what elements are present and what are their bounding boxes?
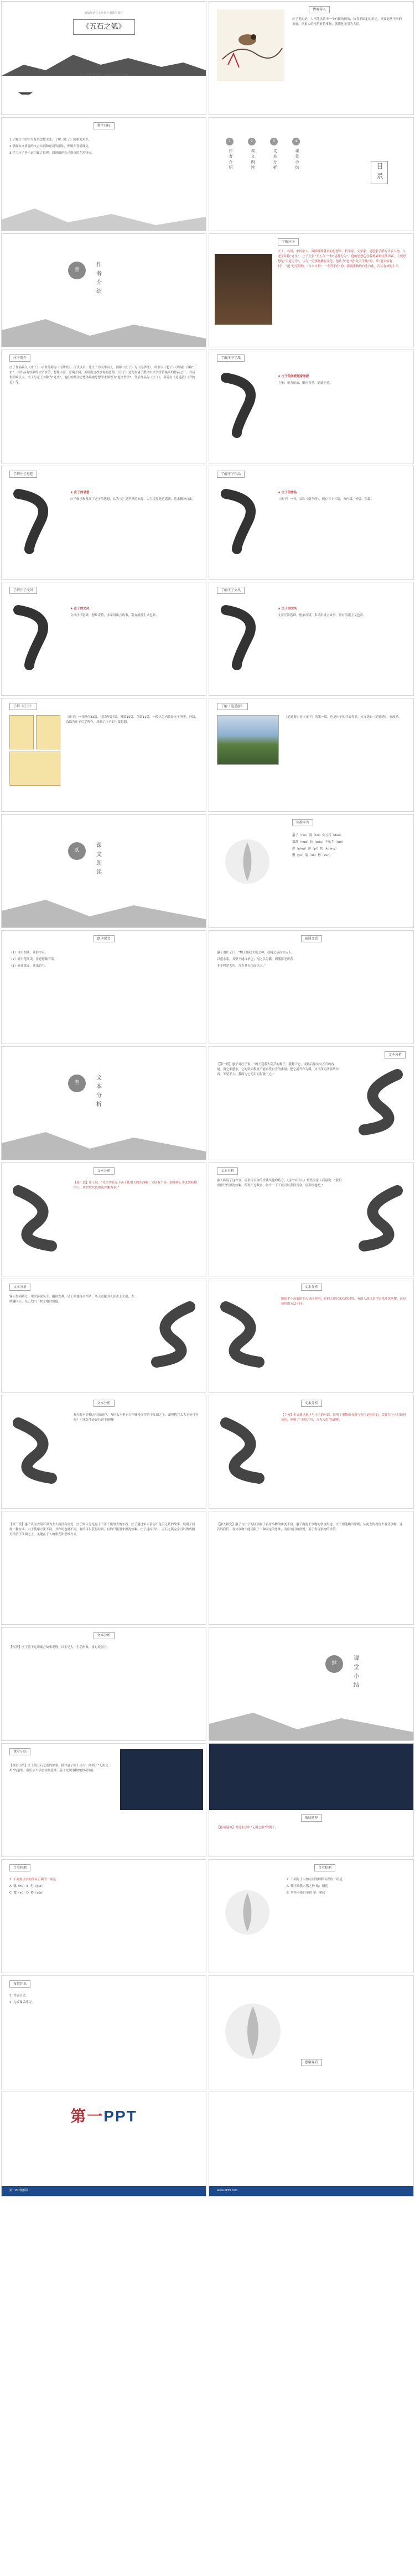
slide-long2[interactable] <box>209 1511 414 1625</box>
s3-item: A. 瓠（hù）B. 龟（guī） <box>9 1885 44 1888</box>
a2-text: 【第二段】庄子说：“先生实在是不善于使用大的东西啊！宋国有个善于制作防止手冻裂药物的人，世世代代以漂洗丝絮为业。” <box>74 1181 197 1190</box>
slide-end[interactable] <box>209 1975 414 2089</box>
ink-brush-icon <box>7 604 63 671</box>
s5-item: 1. 背诵全文。 <box>9 1994 29 1998</box>
book-image <box>36 715 60 749</box>
slide-long1[interactable] <box>1 1511 206 1625</box>
label: 教学目标 <box>93 122 114 129</box>
landscape-image <box>217 715 279 765</box>
ink-swirl-icon <box>215 1301 276 1368</box>
title-heading: 《五石之瓠》 <box>72 19 134 35</box>
boat-icon <box>18 90 33 95</box>
section-num: 叁 <box>68 1075 86 1092</box>
slide-feature[interactable] <box>1 582 206 696</box>
label: 了解《庄子》 <box>9 703 37 710</box>
slide-a3[interactable] <box>209 1162 414 1276</box>
pronounce-item: 惠子（huì）瓠（hú）实五石（dàn） <box>292 834 343 837</box>
label: 了解庄子学派 <box>217 354 245 362</box>
portrait-image <box>215 254 272 325</box>
a3-text: 客人听说了这件事，请求用百金的价钱买他的药方。（这个宋国人）聚集全家人商量说：“我们世世代代漂洗丝絮，所得不过数金，如今一下子就可以卖得百金，请卖给他吧。” <box>217 1179 342 1188</box>
brand-logo-a: 第一 <box>70 2108 104 2125</box>
label: 文本分析 <box>93 1400 114 1407</box>
slide-a7[interactable] <box>209 1395 414 1509</box>
school-point: 主张：无为而治，顺应自然，逍遥无待。 <box>278 382 333 385</box>
s1-text: 【课堂小结】庄子借五石之瓠的故事，批评惠子拙于用大，阐明了“无用之用”的道理。我们应当学会转换思维，善于发现事物的独特价值。 <box>9 1764 108 1773</box>
brand-logo-b: PPT <box>103 2108 137 2125</box>
ink-brush-icon <box>215 372 270 439</box>
label: 疏通文意 <box>300 935 321 942</box>
goal-item: 2.掌握本文重要的文言实词和虚词的用法，理解并背诵课文。 <box>9 145 92 148</box>
slide-s5[interactable] <box>1 1975 206 2089</box>
ink-swirl-icon <box>7 1417 68 1484</box>
moon-night-image <box>209 1744 414 1810</box>
book-image <box>9 715 34 749</box>
label: 读准字音 <box>292 819 313 826</box>
a6-text: 现在你有容积五石的葫芦，为什么不把它当作腰舟而浮游于江湖之上，却担忧它太大无处可容呢？可见先生还是心窍不通啊！ <box>74 1414 199 1422</box>
section-title: 课堂小结 <box>352 1655 359 1691</box>
label: 文本分析 <box>385 1051 406 1058</box>
long2-text: 【深入探究】惠子与庄子的区别在于看待事物的角度不同。惠子拘泥于事物的常规用途，庄子则能跳出常规，从更大的视角去看待事物。这告诉我们：看待事物不能局限于一种固定的思维，而应该打破常规，善于发现事物的价值。 <box>217 1523 403 1532</box>
slide-brand[interactable] <box>1 2092 206 2197</box>
mountain-illustration <box>2 48 206 76</box>
feature-point: 文章汪洋恣肆，想象奇特，多采用寓言故事，富有浪漫主义色彩。 <box>278 614 366 617</box>
goal-item: 1.了解庄子的生平及其思想主张，了解《庄子》的相关知识。 <box>9 138 92 142</box>
toc-num: 2 <box>248 138 256 145</box>
label: 当堂检测 <box>9 1864 30 1871</box>
title-subtitle: 部编版语文七年级下册教学课件 <box>84 12 123 15</box>
a4-text: 客人得到药方，用来游说吴王。越国发难，吴王派他统率军队，冬天跟越国人在水上交战，大败越国人，吴王划出一块土地封赏他。 <box>9 1295 134 1304</box>
thought-point: 庄子继承和发展了老子的思想，认为“道”是世界的本源，人生境界是逍遥游，追求精神自由。 <box>70 498 195 501</box>
label: 了解庄子文风 <box>217 587 245 594</box>
about-text: 庄子说的是，人不能执着于一个有限的视角，执着于固定的用途，只要能从不同的角度，从更大的视角看待事物，就能化无用为大用。 <box>292 18 402 27</box>
label: 文本分析 <box>217 1167 238 1175</box>
feature-point: ★ 庄子的文风 <box>278 607 297 611</box>
author-intro-text: 庄子，名周，宋国蒙人，战国时期著名的思想家、哲学家、文学家。是道家学派的代表人物，与老子并称“老庄”。庄子主张“天人合一”和“清静无为”。他的思想包含着朴素辩证法因素，主要思想是“天道无为”，认为一切事物都在变化，他认为“道”是“先天生地”的，从“道未始有封”，“道”是无限的，“自本自根”，“无所不在”的，强调事物的自生自化，否认有神的主宰。 <box>278 250 406 269</box>
a5-text: 能使手不冻裂的药方是同样的，有的人用它来获得封赏，有的人却只是用它来漂洗丝絮，这是使用的方法不同。 <box>281 1297 406 1306</box>
pronounce-item: 瓠落（huò）掊（pǒu）不龟手（jūn） <box>292 841 345 844</box>
label: 了解庄子思想 <box>9 471 37 478</box>
label: 了解《逍遥游》 <box>217 703 248 710</box>
label: 文本分析 <box>93 1167 114 1175</box>
mountain-illustration <box>2 314 206 347</box>
lotus-icon <box>217 831 278 892</box>
slide-reading[interactable] <box>1 930 206 1044</box>
slide-grid <box>1 1 414 2199</box>
ink-brush-icon <box>215 604 270 671</box>
meaning-item: 惠子谓庄子曰：“魏王贻我大瓠之种，我树之成而实五石。 <box>217 951 295 955</box>
feature-point: ★ 庄子的文风 <box>70 607 90 611</box>
label: 了解庄子文风 <box>9 587 37 594</box>
toc-item[interactable]: 课文朗读 <box>251 149 255 171</box>
slide-book[interactable] <box>1 698 206 812</box>
s2-text: 【拓展延伸】说说生活中“无用之用”的例子。 <box>217 1826 278 1829</box>
ink-swirl-icon <box>7 1185 68 1252</box>
toc-num: 1 <box>226 138 234 145</box>
slide-author-intro[interactable] <box>209 233 414 347</box>
a7-text: 【主旨】本文通过惠子与庄子的对话，说明了事物的有用与无用是相对的，关键在于人们如何使用，阐明了“无用之用，方为大用”的道理。 <box>281 1414 406 1422</box>
slide-a2[interactable] <box>1 1162 206 1276</box>
slide-analysis-section[interactable] <box>1 1046 206 1160</box>
toc-title: 目录 <box>371 161 388 184</box>
lotus-icon <box>217 1882 278 1943</box>
slide-a6[interactable] <box>1 1395 206 1509</box>
label: 布置作业 <box>9 1980 30 1988</box>
s5-item: 2. 完成课后练习。 <box>9 2001 35 2004</box>
slide-feature-2[interactable] <box>209 582 414 696</box>
feature-point: 文章汪洋恣肆，想象奇特，多采用寓言故事，富有浪漫主义色彩。 <box>70 614 159 617</box>
label: 庄子简介 <box>9 354 30 362</box>
slide-school[interactable] <box>209 350 414 463</box>
toc-item[interactable]: 课堂小结 <box>295 149 299 171</box>
slide-s2[interactable] <box>209 1743 414 1857</box>
xiaoyao-text: 《逍遥游》是《庄子》的第一篇，也是庄子的代表作品。本文选自《逍遥游》，有改动。 <box>284 716 402 719</box>
reading-item: （3）齐读课文，读出语气。 <box>9 964 48 968</box>
s4-item: 2. 下列句子中加点词的解释有误的一项是 <box>287 1878 343 1881</box>
label: 拓展延伸 <box>300 1814 321 1822</box>
ink-swirl-icon <box>347 1185 408 1252</box>
s3-item: 1. 下列加点字的注音正确的一项是 <box>9 1878 56 1881</box>
a1-text: 【第一段】惠子对庄子说：“魏王送我大葫芦的种子，我种下它，成熟后果实有五石的容量。用它来盛水，它的坚固程度不能承受自身的重量；把它剖开作为瓢，又平浅无法容纳东西。不是不大，我因为它无用而打破了它。” <box>217 1063 339 1077</box>
goal-item: 3.学习庄子善于运用寓言说理，深刻阐述自己观点的艺术特点。 <box>9 152 95 155</box>
moon-night-image <box>120 1749 203 1810</box>
slide-summary-section[interactable] <box>209 1627 414 1741</box>
slide-author-section[interactable] <box>1 233 206 347</box>
section-title: 课文朗读 <box>95 842 101 878</box>
mountain-illustration <box>2 1127 206 1160</box>
section-title: 文本分析 <box>95 1075 101 1110</box>
lotus-icon <box>217 1993 289 2070</box>
slide-title[interactable] <box>1 1 206 115</box>
ink-brush-icon <box>7 488 63 555</box>
long1-text: 【第三段】惠子认为大葫芦因为太大而没有用处，庄子则认为是惠子不善于使用大的东西。庄子通过宋人善为不龟手之药的故事，说明了同样一种东西，由于使用方法不同，其作用也就不同，有的可以获得封赏，有的只能用来漂洗丝絮。庄子进而指出，五石之瓠完全可以做成腰舟浮游于江湖之上，关键在于人的眼光和思维方式。 <box>9 1523 195 1537</box>
book-text: 《庄子》一书现存33篇，包括内篇7篇，外篇15篇，杂篇11篇。一般认为内篇是庄子所著，外篇、杂篇为庄子后学所作，反映了庄子的主要思想。 <box>66 716 198 724</box>
slide-a5[interactable] <box>209 1279 414 1393</box>
toc-item[interactable]: 作者介绍 <box>229 149 233 171</box>
ink-swirl-icon <box>140 1301 201 1368</box>
label: 文本分析 <box>300 1400 321 1407</box>
slide-goals[interactable] <box>1 117 206 231</box>
section-num: 贰 <box>68 842 86 860</box>
slide-about[interactable] <box>209 1 414 115</box>
brand-logo <box>70 2104 137 2128</box>
school-point: ★ 庄子的学派道家学派 <box>278 375 309 378</box>
meaning-item: 非不呺然大也，吾为其无用而掊之。” <box>217 964 266 968</box>
ink-swirl-icon <box>347 1069 408 1135</box>
reading-item: （1）自由朗读，读准字音。 <box>9 951 48 955</box>
zhuangzi-text: 庄子作品收入《庄子》，后世尊称为《南华经》。汉代以后，尊庄子为南华真人，因称《庄子》为《南华经》。其书与《老子》《周易》合称“三玄”。其作品有较强的文学价值，想象丰富、意境开阔，善用寓言故事说明道理。《庄子》是先秦诸子散文中文学价值最高的作品之一，对后世影响巨大。庄子与老子并称为“老庄”，他们的哲学思想体系被思想学术界尊为“老庄哲学”。代表作品为《庄子》，名篇有《逍遥游》《齐物论》等。 <box>9 366 197 385</box>
slide-reading-section[interactable] <box>1 814 206 928</box>
s3-item: C. 鬻（yù）D. 樽（zūn） <box>9 1891 45 1895</box>
brand-footer <box>2 2186 206 2196</box>
slide-toc[interactable] <box>209 117 414 231</box>
pronounce-item: 洴（píng）澼（pì）絖（kuàng） <box>292 847 339 851</box>
work-point: ★ 庄子的作品 <box>278 491 297 494</box>
slide-s4[interactable] <box>209 1859 414 1973</box>
mountain-illustration <box>209 1707 413 1740</box>
meaning-item: 以盛水浆，其坚不能自举也；剖之以为瓢，则瓠落无所容。 <box>217 958 297 961</box>
label: 情境导入 <box>309 6 330 13</box>
section-num: 肆 <box>325 1655 343 1673</box>
label: 文本分析 <box>9 1284 30 1291</box>
label: 了解庄子 <box>278 238 299 246</box>
a8-text: 【写法】庄子善于运用寓言故事说理，以小见大，生动形象，富有说服力。 <box>9 1646 110 1649</box>
s4-item: B. 其坚不能自举也 举：拿起 <box>287 1891 325 1895</box>
end-text: 感谢观看 <box>300 2059 321 2066</box>
pronounce-item: 鬻（yù）裂（liè）樽（zūn） <box>292 854 333 857</box>
slide-meaning[interactable] <box>209 930 414 1044</box>
toc-num: 3 <box>270 138 278 145</box>
mountain-illustration <box>2 894 206 927</box>
bird-painting-icon <box>217 9 284 81</box>
footer-right: www.1PPT.com <box>217 2189 238 2192</box>
label: 课堂小结 <box>9 1748 30 1755</box>
reading-item: （2）听示范朗读，注意停顿节奏。 <box>9 958 58 961</box>
section-title: 作者介绍 <box>95 262 101 297</box>
slide-a8[interactable] <box>1 1627 206 1741</box>
label: 文本分析 <box>300 1284 321 1291</box>
slide-thought[interactable] <box>1 466 206 580</box>
slide-xiaoyao[interactable] <box>209 698 414 812</box>
footer-left: 第一PPT模板网 <box>9 2189 29 2192</box>
title-url: 第一PPT模板网 www.1PPT.com <box>79 73 128 77</box>
label: 当堂检测 <box>314 1864 335 1871</box>
ink-swirl-icon <box>215 1417 276 1484</box>
slide-s1[interactable] <box>1 1743 206 1857</box>
slide-a1[interactable] <box>209 1046 414 1160</box>
toc-item[interactable]: 文本分析 <box>273 149 277 171</box>
mountain-illustration <box>2 197 206 231</box>
label: 了解庄子作品 <box>217 471 245 478</box>
thought-point: ★ 庄子的思想 <box>70 491 90 494</box>
slide-brand-2[interactable] <box>209 2092 414 2197</box>
ink-brush-icon <box>215 488 270 555</box>
toc-num: 4 <box>292 138 300 145</box>
label: 文本分析 <box>93 1632 114 1639</box>
s4-item: A. 魏王贻我大瓠之种 贻：赠送 <box>287 1885 328 1888</box>
section-num: 壹 <box>68 262 86 279</box>
slide-a4[interactable] <box>1 1279 206 1393</box>
slide-pronounce[interactable] <box>209 814 414 928</box>
work-point: 《庄子》一书，又称《南华经》，现存三十三篇，分内篇、外篇、杂篇。 <box>278 498 374 501</box>
slide-zhuangzi-text[interactable] <box>1 350 206 463</box>
brand-footer <box>209 2186 413 2196</box>
slide-work[interactable] <box>209 466 414 580</box>
slide-s3[interactable] <box>1 1859 206 1973</box>
label: 朗读课文 <box>93 935 114 942</box>
book-image <box>9 752 60 786</box>
